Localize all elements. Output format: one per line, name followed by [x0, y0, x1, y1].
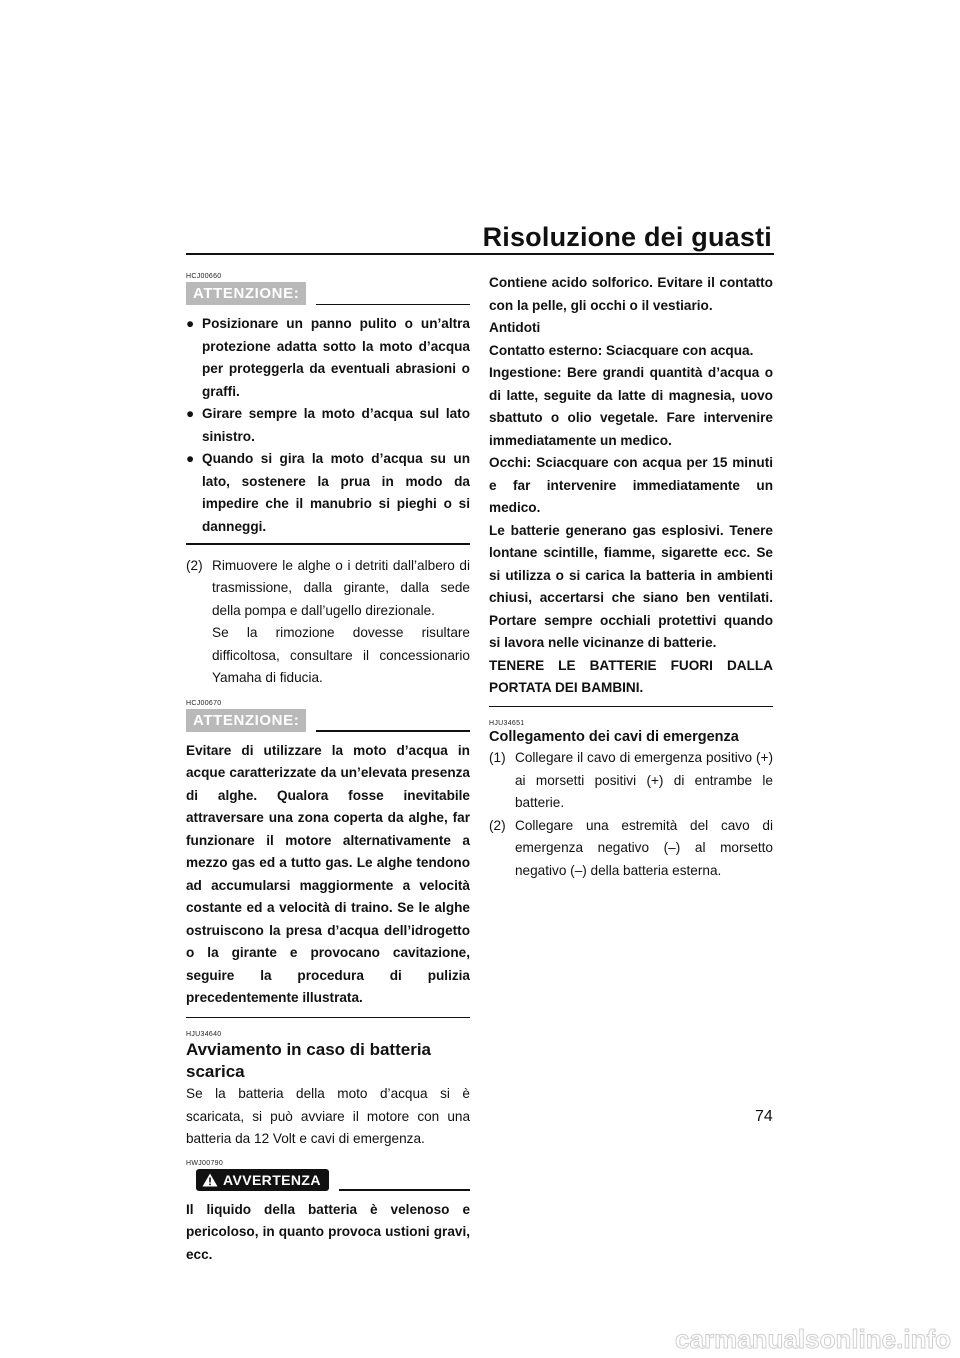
title-rule [186, 253, 774, 255]
bullet-icon: ● [186, 316, 195, 331]
caution-end-rule [186, 543, 470, 545]
caution-code: HCJ00660 [186, 273, 222, 280]
list-item: ● Girare sempre la moto d’acqua sul lato sinistro. [186, 403, 470, 448]
page-title: Risoluzione dei guasti [482, 222, 772, 252]
warning-paragraph: Occhi: Sciacquare con acqua per 15 minuti e far intervenire immediatamente un medico. [489, 455, 773, 515]
bullet-icon: ● [186, 451, 195, 466]
caution-header [186, 709, 470, 732]
list-item: ● Posizionare un panno pulito o un’altra protezione adatta sotto la moto d’acqua per proteggerla da eventuali abrasioni o graffi. [186, 313, 470, 403]
warning-paragraph: Le batterie generano gas esplosivi. Tenere lontane scintille, fiamme, sigarette ecc. Se si utilizza o si carica la batteria in ambienti chiusi, accertarsi che siano ben ventilati. Portare sempre occhiali protettivi quando si lavora nelle vicinanze di batterie. [489, 522, 773, 650]
step-list [186, 555, 470, 690]
warning-paragraph: Contiene acido solforico. Evitare il contatto con la pelle, gli occhi o il vestiario. [489, 275, 773, 313]
caution-label: ATTENZIONE: [186, 282, 306, 305]
warning-code: HWJ00790 [186, 1159, 224, 1167]
page-number: 74 [755, 1108, 773, 1125]
list-item: (2) Collegare una estremità del cavo di emergenza negativo (–) al morsetto negativo (–) della batteria esterna. [489, 817, 773, 878]
caution-rule [316, 304, 470, 306]
section-text: Se la batteria della moto d’acqua si è scaricata, si può avviare il motore con una batteria da 12 Volt e cavi di emergenza. [186, 1086, 470, 1146]
warning-rule [339, 1189, 470, 1191]
step-list [489, 747, 773, 882]
caution-bullet-list [186, 313, 470, 538]
right-column [489, 272, 773, 882]
left-column [186, 272, 470, 1266]
list-item: (2) Rimuovere le alghe o i detriti dall’albero di trasmissione, dalla girante, dalla sede della pompa e dall’ugello direzionale. Se la rimozione dovesse risultare difficoltosa, consultare il concessionario Yamaha di fiducia. [186, 557, 470, 685]
caution-text: Evitare di utilizzare la moto d’acqua in acque caratterizzate da un’elevata presenza di alghe. Qualora fosse inevitabile attraversare una zona coperta da alghe, far funzionare il motore alternativamente a mezzo gas ed a tutto gas. Le alghe tendono ad accumularsi maggiormente a velocità costante ed a velocità di traino. Se le alghe ostruiscono la presa d’acqua dell’idrogetto o la girante e provocano cavitazione, seguire la procedura di pulizia precedentemente illustrata. [186, 742, 470, 1005]
caution-rule [316, 730, 470, 732]
section-heading: Collegamento dei cavi di emergenza [489, 729, 739, 745]
warning-header [186, 1169, 470, 1191]
list-item: (1) Collegare il cavo di emergenza positivo (+) ai morsetti positivi (+) di entrambe le batterie. [489, 750, 773, 810]
warning-icon [202, 1173, 218, 1187]
list-item: ● Quando si gira la moto d’acqua su un lato, sostenere la prua in modo da impedire che il manubrio si pieghi o si danneggi. [186, 448, 470, 538]
warning-end-rule [489, 706, 773, 708]
caution-header [186, 282, 470, 305]
warning-paragraph: TENERE LE BATTERIE FUORI DALLA PORTATA DEI BAMBINI. [489, 657, 773, 695]
section-heading: Avviamento in caso di batteria scarica [186, 1040, 431, 1081]
warning-paragraph: Ingestione: Bere grandi quantità d’acqua o di latte, seguite da latte di magnesia, uovo sbattuto o olio vegetale. Fare intervenire immediatamente un medico. [489, 365, 773, 448]
caution-label: ATTENZIONE: [186, 709, 306, 732]
warning-label: AVVERTENZA [196, 1169, 329, 1191]
svg-text:carmanualsonline.info: carmanualsonline.info [675, 1324, 951, 1354]
warning-paragraph: Antidoti [489, 320, 541, 335]
warning-paragraph: Contatto esterno: Sciacquare con acqua. [489, 342, 754, 358]
section-code: HJU34651 [489, 720, 525, 727]
section-code: HJU34640 [186, 1031, 222, 1038]
caution-code: HCJ00670 [186, 699, 222, 707]
warning-text: Il liquido della batteria è velenoso e pericoloso, in quanto provoca ustioni gravi, ecc. [186, 1201, 470, 1262]
watermark-logo [645, 1318, 960, 1358]
bullet-icon: ● [186, 406, 195, 421]
caution-end-rule [186, 1017, 470, 1019]
